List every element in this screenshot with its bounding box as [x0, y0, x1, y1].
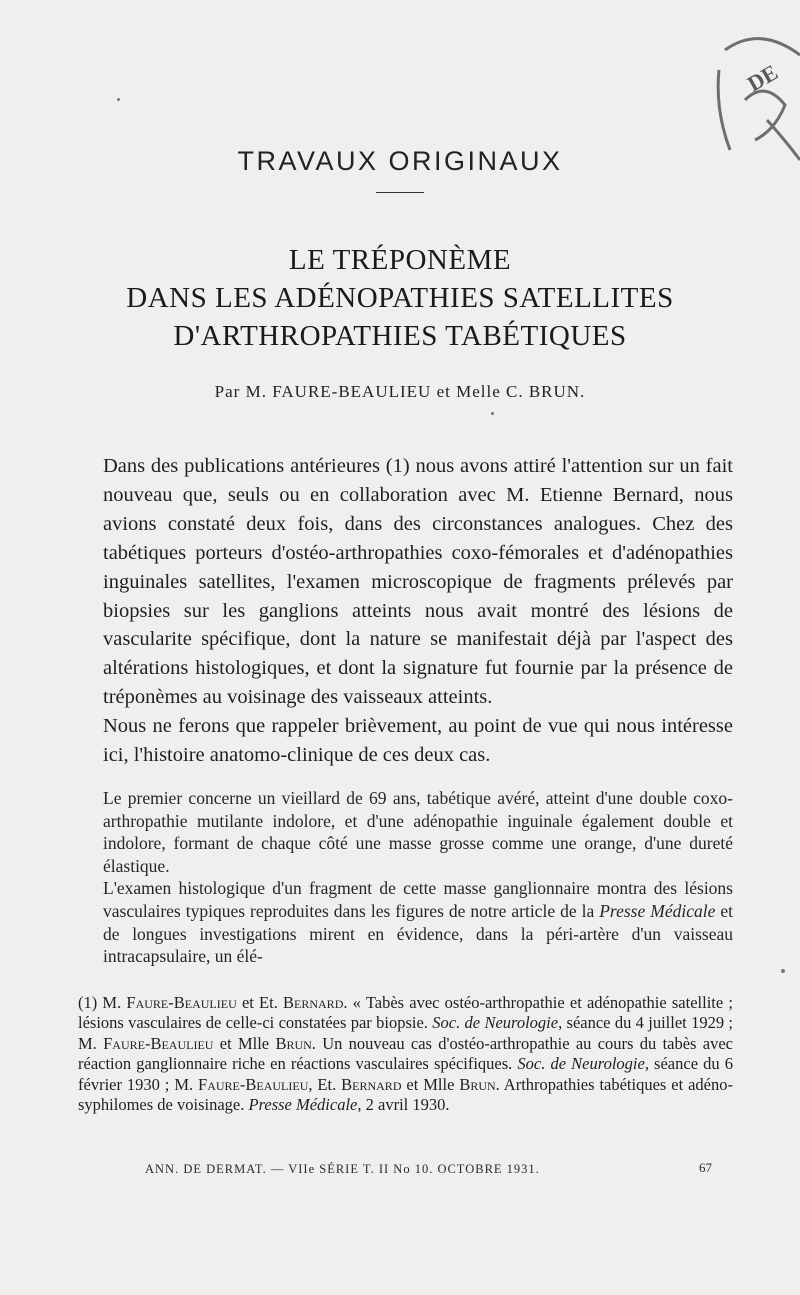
fn-author: Brun: [275, 1033, 312, 1053]
fn-part: . Arthropathies tabétiques et adéno-syphilomes de voisinage.: [78, 1074, 733, 1115]
fn-part: (1) M.: [78, 993, 127, 1012]
fn-journal: Soc. de Neurologie: [432, 1013, 559, 1033]
case-description-text: [103, 787, 733, 968]
author-byline: Par M. FAURE-BEAULIEU et Melle C. BRUN.: [214, 382, 586, 401]
page-number: 67: [699, 1160, 712, 1175]
fn-part: . Un nouveau cas d'ostéo-arthropathie au cours du tabès avec réaction ganglionnaire riche en réactions vasculaires spécifiques.: [78, 1033, 734, 1074]
fn-author: Bernard: [283, 993, 344, 1012]
article-title-line-2: DANS LES ADÉNOPATHIES SATELLITES: [126, 282, 674, 314]
fn-author: Bernard: [341, 1074, 402, 1094]
title-rule: [376, 192, 424, 193]
paper-speck: [491, 412, 494, 415]
intro-paragraph-2: Nous ne ferons que rappeler brièvement, au point de vue qui nous intéresse ici, l'histoire anatomo-clinique de ces deux cas.: [103, 715, 733, 767]
svg-text:DE: DE: [743, 59, 782, 97]
fn-part: , 2 avril 1930.: [357, 1095, 450, 1115]
fn-journal: Presse Médicale: [248, 1095, 358, 1115]
section-heading: TRAVAUX ORIGINAUX: [237, 146, 563, 176]
fn-part: et Et.: [236, 993, 284, 1012]
case-paragraph-1: Le premier concerne un vieillard de 69 ans, tabétique avéré, atteint d'une double coxo-arthropathie mutilante indolore, et d'une adénopathie inguinale également double et indolore, formant de chaque côté une masse grosse comme une orange, d'une dureté élastique.: [103, 788, 733, 876]
fn-part: , séance du 4 juillet 1929 ; M.: [78, 1013, 733, 1053]
fn-author: Brun: [459, 1074, 496, 1094]
fn-part: . « Tabès avec ostéo-arthropathie et adénopathie satellite ; lésions vasculaires de celle-ci constatées par biopsie.: [78, 993, 733, 1033]
article-title-line-3: D'ARTHROPATHIES TABÉTIQUES: [173, 320, 627, 352]
fn-part: et Mlle: [213, 1033, 276, 1053]
case-paragraph-2-end: et de longues investigations mirent en évidence, dans la péri-artère d'un vaisseau intracapsulaire, un élé-: [103, 900, 733, 967]
fn-author: Faure-Beaulieu: [198, 1074, 309, 1094]
fn-author: Faure-Beaulieu: [103, 1033, 214, 1053]
footnote: [78, 993, 733, 1115]
journal-reference: Presse Médicale: [599, 900, 716, 921]
article-title-line-1: LE TRÉPONÈME: [288, 244, 512, 276]
case-paragraph-2: [103, 877, 733, 967]
paper-speck: [781, 969, 785, 973]
introduction-text: [103, 452, 733, 770]
fn-part: , séance du 6 février 1930 ; M.: [78, 1054, 734, 1094]
intro-paragraph-1: Dans des publications antérieures (1) nous avons attiré l'attention sur un fait nouveau que, seuls ou en collaboration avec M. Etienne Bernard, nous avions constaté deux fois, dans des circonstances analogues. Chez des tabétiques porteurs d'ostéo-arthropathies coxo-fémorales et d'adénopathies inguinales satellites, l'examen microscopique de fragments prélevés par biopsies sur les ganglions atteints nous avait montré des lésions de vascularite spécifique, dont la nature se manifestait déjà par l'aspect des altérations histologiques, et dont la signature fut fournie par la présence de tréponèmes au voisinage des vaisseaux atteints.: [103, 455, 733, 709]
case-paragraph-2-start: L'examen histologique d'un fragment de cette masse ganglionnaire montra des lésions vasculaires typiques reproduites dans les figures de notre article de la: [103, 878, 733, 921]
fn-part: et Mlle: [401, 1074, 460, 1094]
fn-author: Faure-Beaulieu: [126, 993, 237, 1012]
fn-journal: Soc. de Neurologie: [517, 1054, 645, 1074]
paper-speck: [117, 98, 120, 101]
running-footer: ANN. DE DERMAT. — VIIe SÉRIE T. II No 10. OCTOBRE 1931.: [145, 1162, 540, 1176]
fn-part: , Et.: [308, 1074, 342, 1094]
